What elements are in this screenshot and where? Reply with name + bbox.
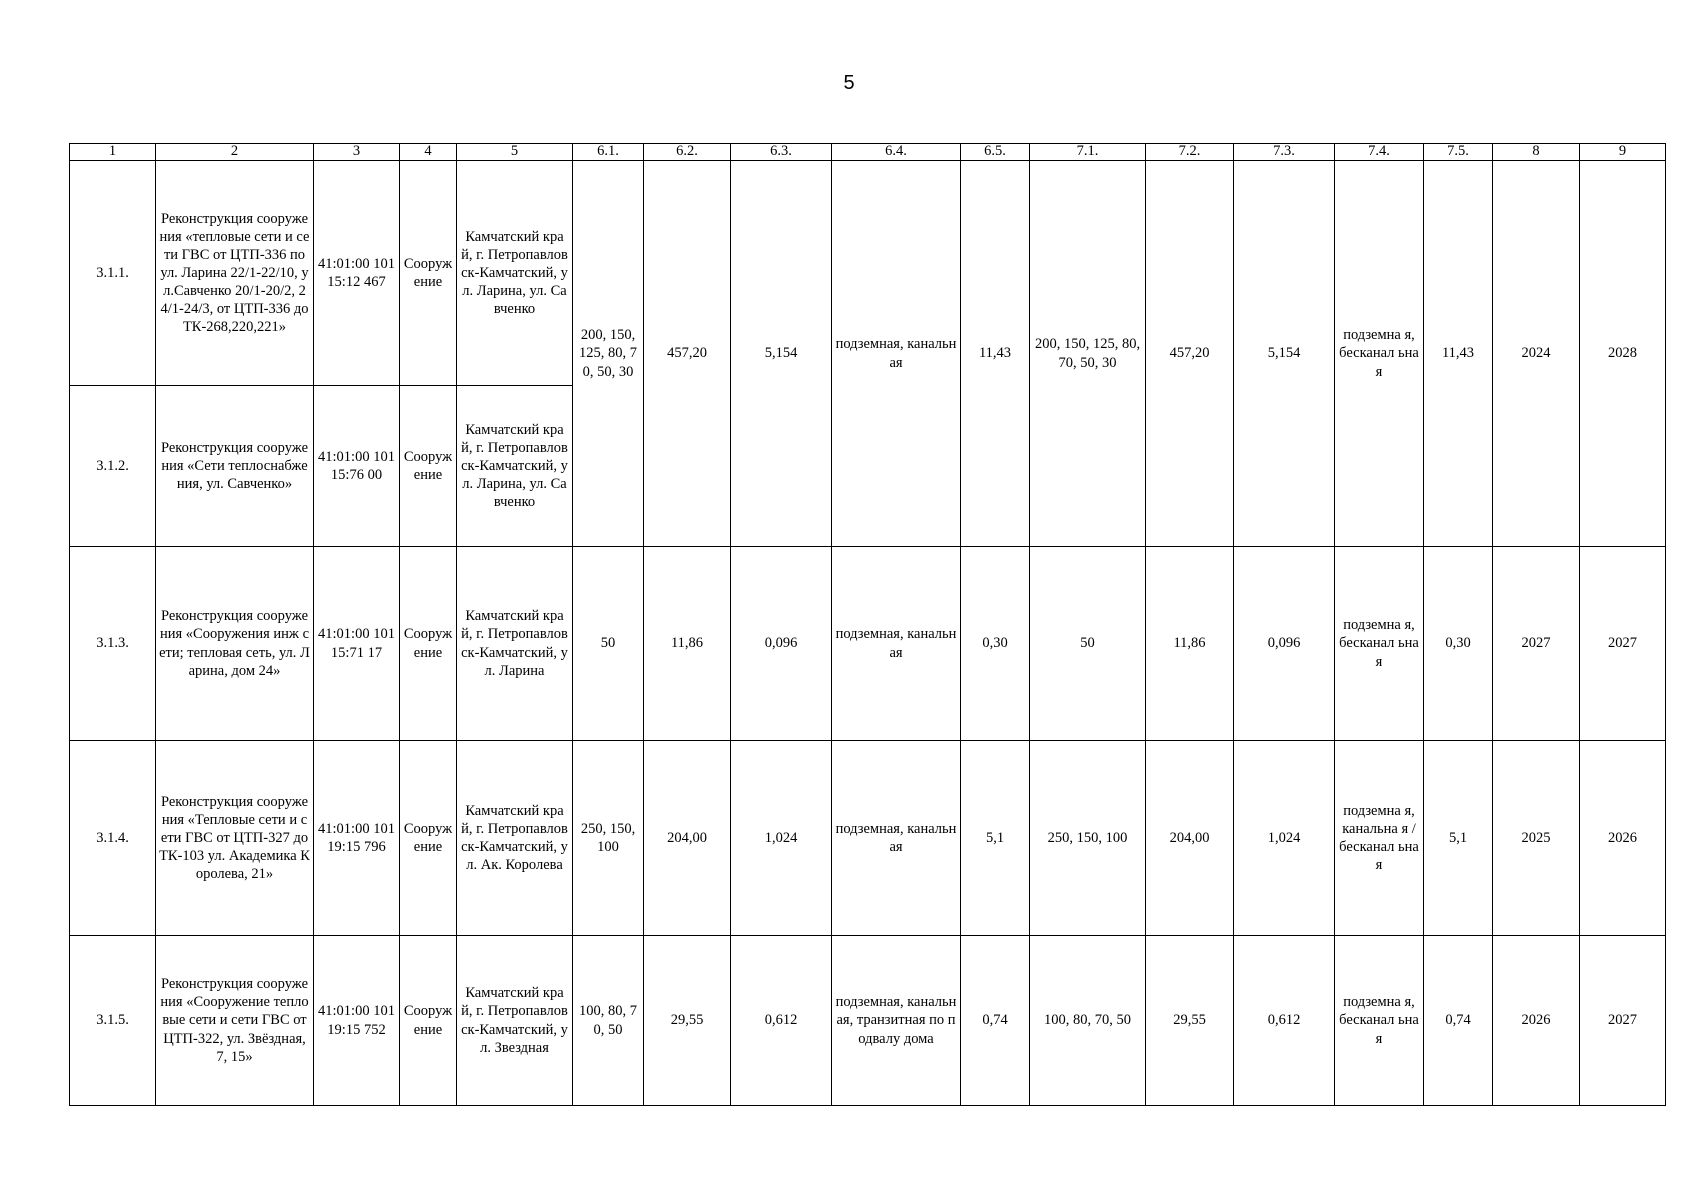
cadastral-number-cell: 41:01:00 10119:15 796 — [314, 741, 400, 936]
address-cell: Камчатский край, г. Петропавлов ск-Камчатский, ул. Ларина, ул. Савченко — [457, 161, 573, 386]
area-before-cell: 0,096 — [731, 547, 832, 741]
table-row-3-1-5 — [70, 936, 1666, 1106]
area-before-cell: 5,154 — [731, 161, 832, 547]
page-number: 5 — [843, 72, 855, 94]
diameter-after-cell: 50 — [1030, 547, 1146, 741]
start-year-cell: 2027 — [1493, 547, 1580, 741]
table-row-3-1-4 — [70, 741, 1666, 936]
reconstruction-table — [69, 143, 1666, 1106]
header-cell: 6.4. — [832, 144, 961, 161]
header-cell: 1 — [70, 144, 156, 161]
header-cell: 8 — [1493, 144, 1580, 161]
diameter-before-cell: 50 — [573, 547, 644, 741]
row-number-cell: 3.1.5. — [70, 936, 156, 1106]
end-year-cell: 2027 — [1580, 936, 1666, 1106]
start-year-cell: 2025 — [1493, 741, 1580, 936]
header-cell: 6.1. — [573, 144, 644, 161]
row-number-cell: 3.1.2. — [70, 386, 156, 547]
row-number-cell: 3.1.3. — [70, 547, 156, 741]
object-type-cell: Сооруж ение — [400, 386, 457, 547]
diameter-before-cell: 250, 150, 100 — [573, 741, 644, 936]
value-after-cell: 11,43 — [1424, 161, 1493, 547]
laying-before-cell: подземная, канальная — [832, 161, 961, 547]
diameter-before-cell: 100, 80, 70, 50 — [573, 936, 644, 1106]
cadastral-number-cell: 41:01:00 10115:12 467 — [314, 161, 400, 386]
diameter-after-cell: 200, 150, 125, 80, 70, 50, 30 — [1030, 161, 1146, 547]
address-cell: Камчатский край, г. Петропавлов ск-Камчатский, ул. Звездная — [457, 936, 573, 1106]
value-after-cell: 5,1 — [1424, 741, 1493, 936]
cadastral-number-cell: 41:01:00 10119:15 752 — [314, 936, 400, 1106]
diameter-after-cell: 100, 80, 70, 50 — [1030, 936, 1146, 1106]
value-after-cell: 0,74 — [1424, 936, 1493, 1106]
length-after-cell: 204,00 — [1146, 741, 1234, 936]
object-type-cell: Сооруж ение — [400, 741, 457, 936]
end-year-cell: 2027 — [1580, 547, 1666, 741]
length-after-cell: 457,20 — [1146, 161, 1234, 547]
object-name-cell: Реконструкция сооружения «Сооружение тепловые сети и сети ГВС от ЦТП-322, ул. Звёздная, 7, 15» — [156, 936, 314, 1106]
length-before-cell: 29,55 — [644, 936, 731, 1106]
value-before-cell: 11,43 — [961, 161, 1030, 547]
length-after-cell: 29,55 — [1146, 936, 1234, 1106]
header-cell: 7.5. — [1424, 144, 1493, 161]
area-before-cell: 0,612 — [731, 936, 832, 1106]
laying-after-cell: подземна я, канальна я / бесканал ьная — [1335, 741, 1424, 936]
end-year-cell: 2026 — [1580, 741, 1666, 936]
header-cell: 6.5. — [961, 144, 1030, 161]
object-name-cell: Реконструкция сооружения «Сооружения инж сети; тепловая сеть, ул. Ларина, дом 24» — [156, 547, 314, 741]
diameter-after-cell: 250, 150, 100 — [1030, 741, 1146, 936]
header-cell: 6.2. — [644, 144, 731, 161]
object-type-cell: Сооруж ение — [400, 936, 457, 1106]
area-after-cell: 0,612 — [1234, 936, 1335, 1106]
area-before-cell: 1,024 — [731, 741, 832, 936]
header-cell: 6.3. — [731, 144, 832, 161]
value-before-cell: 0,30 — [961, 547, 1030, 741]
address-cell: Камчатский край, г. Петропавлов ск-Камчатский, ул. Ак. Королева — [457, 741, 573, 936]
table-row-3-1-1 — [70, 161, 1666, 386]
header-cell: 3 — [314, 144, 400, 161]
area-after-cell: 5,154 — [1234, 161, 1335, 547]
length-before-cell: 204,00 — [644, 741, 731, 936]
header-cell: 4 — [400, 144, 457, 161]
start-year-cell: 2026 — [1493, 936, 1580, 1106]
object-type-cell: Сооруж ение — [400, 547, 457, 741]
laying-after-cell: подземна я, бесканал ьная — [1335, 547, 1424, 741]
value-after-cell: 0,30 — [1424, 547, 1493, 741]
value-before-cell: 5,1 — [961, 741, 1030, 936]
laying-before-cell: подземная, канальная — [832, 741, 961, 936]
laying-after-cell: подземна я, бесканал ьная — [1335, 936, 1424, 1106]
length-before-cell: 11,86 — [644, 547, 731, 741]
area-after-cell: 0,096 — [1234, 547, 1335, 741]
header-cell: 7.1. — [1030, 144, 1146, 161]
laying-before-cell: подземная, канальная, транзитная по подвалу дома — [832, 936, 961, 1106]
length-before-cell: 457,20 — [644, 161, 731, 547]
object-name-cell: Реконструкция сооружения «Тепловые сети и сети ГВС от ЦТП-327 до ТК-103 ул. Академика Королева, 21» — [156, 741, 314, 936]
start-year-cell: 2024 — [1493, 161, 1580, 547]
cadastral-number-cell: 41:01:00 10115:71 17 — [314, 547, 400, 741]
value-before-cell: 0,74 — [961, 936, 1030, 1106]
object-name-cell: Реконструкция сооружения «тепловые сети и сети ГВС от ЦТП-336 по ул. Ларина 22/1-22/10, ул.Савченко 20/1-20/2, 24/1-24/3, от ЦТП-336 до ТК-268,220,221» — [156, 161, 314, 386]
header-cell: 9 — [1580, 144, 1666, 161]
laying-before-cell: подземная, канальная — [832, 547, 961, 741]
header-cell: 7.4. — [1335, 144, 1424, 161]
row-number-cell: 3.1.4. — [70, 741, 156, 936]
laying-after-cell: подземна я, бесканал ьная — [1335, 161, 1424, 547]
address-cell: Камчатский край, г. Петропавлов ск-Камчатский, ул. Ларина — [457, 547, 573, 741]
length-after-cell: 11,86 — [1146, 547, 1234, 741]
cadastral-number-cell: 41:01:00 10115:76 00 — [314, 386, 400, 547]
table-row-3-1-3 — [70, 547, 1666, 741]
header-cell: 5 — [457, 144, 573, 161]
header-cell: 7.3. — [1234, 144, 1335, 161]
header-cell: 7.2. — [1146, 144, 1234, 161]
diameter-before-cell: 200, 150, 125, 80, 70, 50, 30 — [573, 161, 644, 547]
end-year-cell: 2028 — [1580, 161, 1666, 547]
object-type-cell: Сооруж ение — [400, 161, 457, 386]
row-number-cell: 3.1.1. — [70, 161, 156, 386]
object-name-cell: Реконструкция сооружения «Сети теплоснабжения, ул. Савченко» — [156, 386, 314, 547]
address-cell: Камчатский край, г. Петропавлов ск-Камчатский, ул. Ларина, ул. Савченко — [457, 386, 573, 547]
header-cell: 2 — [156, 144, 314, 161]
area-after-cell: 1,024 — [1234, 741, 1335, 936]
header-row — [70, 144, 1666, 161]
